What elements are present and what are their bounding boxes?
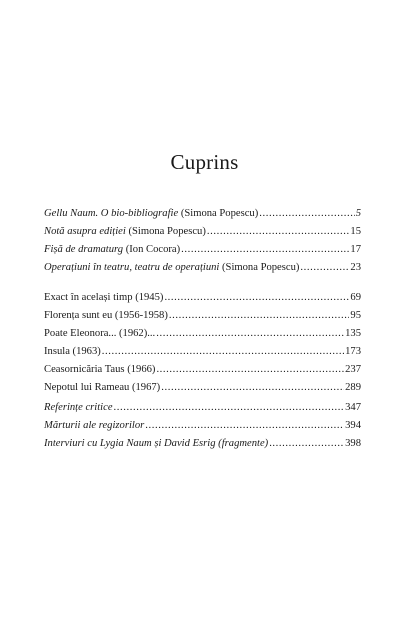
toc-entry-title: Fișă de dramaturg bbox=[44, 243, 124, 255]
toc-entry-title: Insula (1963) bbox=[44, 345, 101, 357]
dot-leader bbox=[269, 435, 344, 453]
toc-entry-page: 17 bbox=[350, 243, 361, 255]
toc-entry bbox=[44, 325, 361, 343]
dot-leader bbox=[259, 205, 354, 223]
toc-entry-title: Florența sunt eu (1956-1958) bbox=[44, 309, 168, 321]
dot-leader bbox=[161, 379, 344, 397]
toc-entry bbox=[44, 343, 361, 361]
toc-entry-label bbox=[44, 223, 206, 241]
toc-entry bbox=[44, 289, 361, 307]
toc-entry-title: Operațiuni în teatru, teatru de operațiuni bbox=[44, 261, 220, 273]
toc-entry-label bbox=[44, 259, 299, 277]
toc-entry-page: 237 bbox=[345, 363, 361, 375]
dot-leader bbox=[164, 289, 349, 307]
toc-entry bbox=[44, 399, 361, 417]
dot-leader bbox=[207, 223, 350, 241]
dot-leader bbox=[156, 325, 344, 343]
toc-entry-author: (Simona Popescu) bbox=[125, 225, 206, 237]
toc-entry-title: Poate Eleonora... (1962)... bbox=[44, 327, 156, 339]
toc-entry-label bbox=[44, 241, 180, 259]
dot-leader bbox=[102, 343, 344, 361]
toc-entry bbox=[44, 205, 361, 223]
toc-entry-title: Exact în același timp (1945) bbox=[44, 292, 164, 303]
toc-entry bbox=[44, 241, 361, 259]
toc-entry-page: 135 bbox=[345, 327, 361, 339]
toc-entry bbox=[44, 307, 361, 325]
toc-entry-page: 23 bbox=[350, 261, 361, 273]
toc-entry bbox=[44, 361, 361, 379]
toc-entry-page: 5 bbox=[355, 208, 361, 219]
toc-entry-page: 15 bbox=[350, 225, 361, 237]
toc-group-plays bbox=[44, 289, 361, 396]
toc-entry bbox=[44, 379, 361, 397]
toc-entry bbox=[44, 417, 361, 435]
toc-entry bbox=[44, 259, 361, 277]
toc-entry-page: 398 bbox=[345, 437, 361, 449]
dot-leader bbox=[114, 399, 345, 417]
dot-leader bbox=[145, 417, 344, 435]
toc-entry-label bbox=[44, 205, 258, 223]
toc-entry-title: Ceasornicăria Taus (1966) bbox=[44, 363, 156, 375]
toc-entry-page: 289 bbox=[345, 381, 361, 393]
toc-group-intro bbox=[44, 205, 361, 277]
page-title: Cuprins bbox=[170, 150, 239, 174]
toc-entry-title: Interviuri cu Lygia Naum și David Esrig (fragmente) bbox=[44, 437, 269, 449]
toc-entry-title: Gellu Naum. O bio-bibliografie bbox=[44, 208, 179, 219]
toc-entry bbox=[44, 435, 361, 453]
toc-entry-title: Nepotul lui Rameau (1967) bbox=[44, 381, 161, 393]
dot-leader bbox=[169, 307, 350, 325]
toc-entry-title: Notă asupra ediției bbox=[44, 225, 126, 237]
toc-entry-page: 347 bbox=[345, 402, 361, 413]
dot-leader bbox=[300, 259, 349, 277]
toc-entry-author: (Ion Cocora) bbox=[123, 243, 181, 255]
toc-entry-title: Mărturii ale regizorilor bbox=[44, 419, 145, 431]
toc-group-appendix bbox=[44, 399, 361, 453]
dot-leader bbox=[181, 241, 349, 259]
toc-entry-author: (Simona Popescu) bbox=[178, 208, 259, 219]
toc-entry-page: 69 bbox=[350, 292, 361, 303]
toc-entry-page: 173 bbox=[345, 345, 361, 357]
toc-entry-author: (Simona Popescu) bbox=[219, 261, 300, 273]
toc-entry bbox=[44, 223, 361, 241]
toc-entry-title: Referințe critice bbox=[44, 402, 113, 413]
toc-entry-page: 394 bbox=[345, 419, 361, 431]
toc-entry-page: 95 bbox=[350, 309, 361, 321]
dot-leader bbox=[156, 361, 344, 379]
